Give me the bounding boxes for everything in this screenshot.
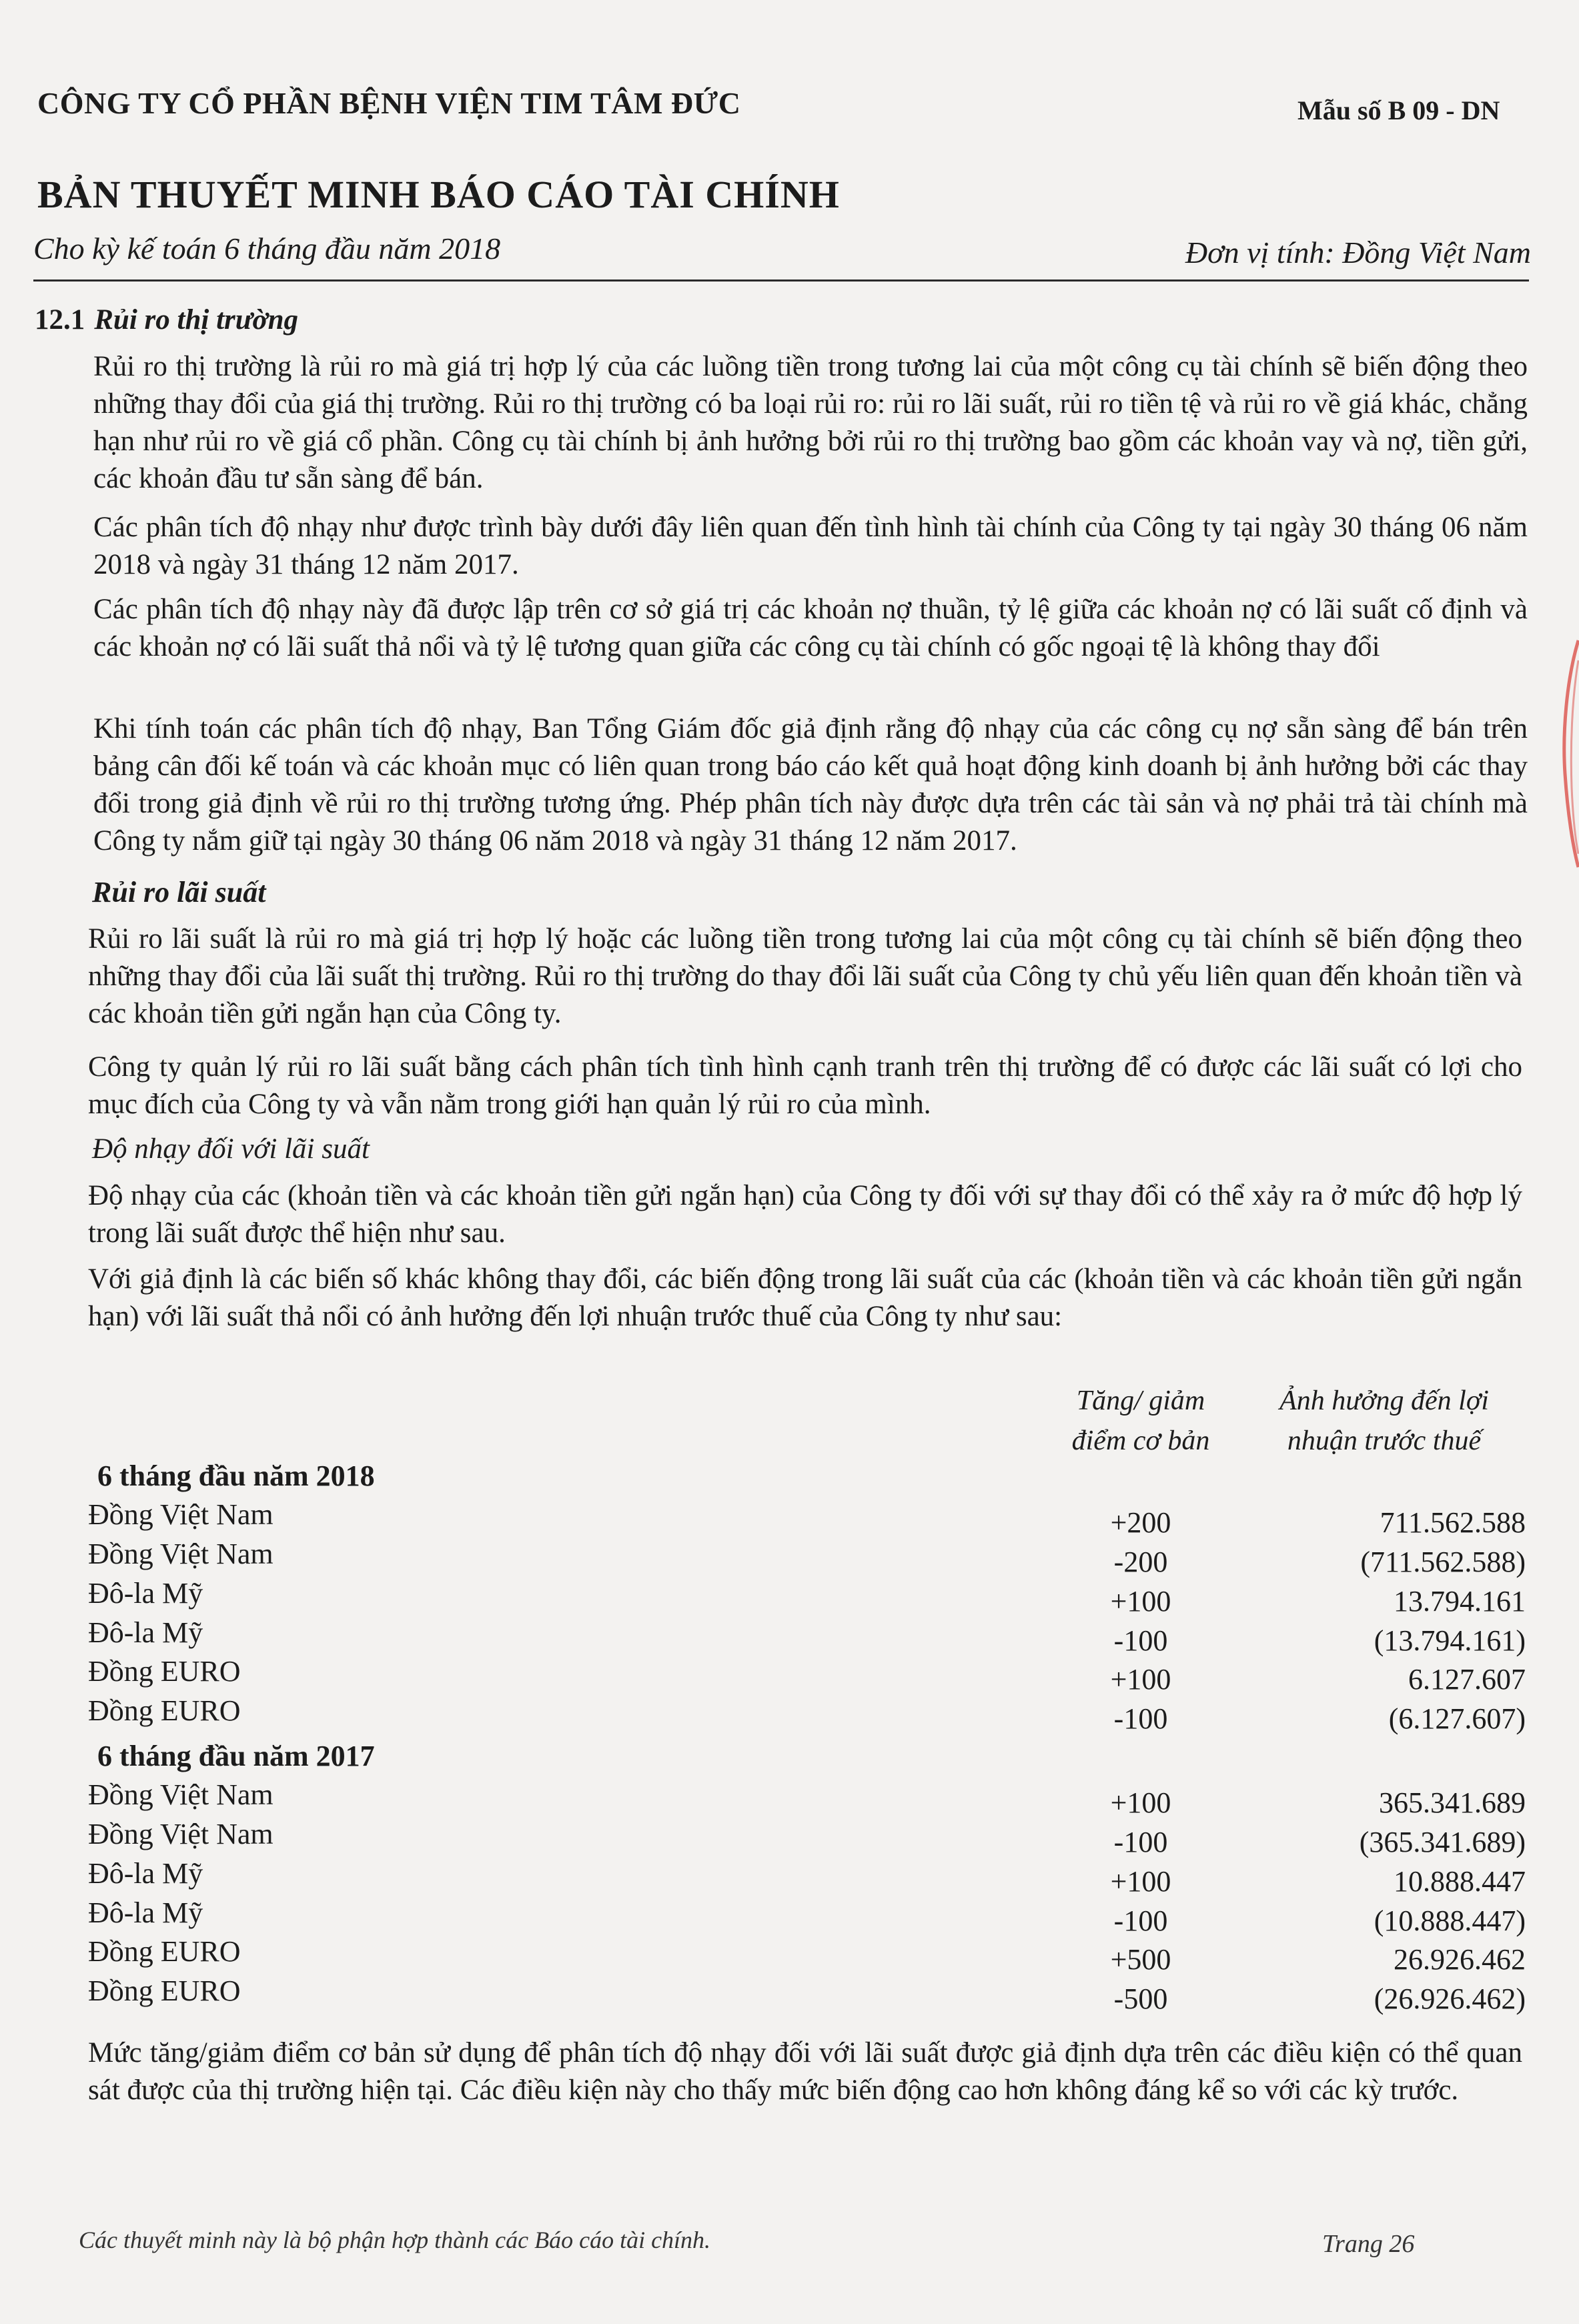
table-row — [0, 1616, 1579, 1657]
row-effect: (10.888.447) — [1374, 1904, 1526, 1937]
form-number: Mẫu số B 09 - DN — [1297, 95, 1500, 125]
sensitivity-paragraph-2: Với giả định là các biến số khác không thay đổi, các biến động trong lãi suất của các (khoản tiền và các khoản tiền gửi ngắn hạn) với lãi suất thả nổi có ảnh hưởng đến lợi nhuận trước thuế của Công ty như sau: — [88, 1263, 1522, 1332]
column-header-effect-line-2: nhuận trước thuế — [1287, 1425, 1482, 1456]
row-currency: Đồng Việt Nam — [88, 1818, 274, 1850]
column-header-change-line-2: điểm cơ bản — [1071, 1425, 1210, 1456]
interest-risk-paragraph-2: Công ty quản lý rủi ro lãi suất bằng cách phân tích tình hình cạnh tranh trên thị trường để có được các lãi suất có lợi cho mục đích của Công ty và vẫn nằm trong giới hạn quản lý rủi ro của mình. — [88, 1051, 1522, 1120]
row-effect: 365.341.689 — [1379, 1786, 1526, 1819]
row-change: +100 — [1110, 1585, 1171, 1618]
market-risk-paragraph-2: Các phân tích độ nhạy như được trình bày dưới đây liên quan đến tình hình tài chính của Công ty tại ngày 30 tháng 06 năm 2018 và ngày 31 tháng 12 năm 2017. — [93, 512, 1528, 580]
footer-note: Các thuyết minh này là bộ phận hợp thành các Báo cáo tài chính. — [79, 2227, 711, 2253]
market-risk-paragraph-3: Các phân tích độ nhạy này đã được lập trên cơ sở giá trị các khoản nợ thuần, tỷ lệ giữa các khoản nợ có lãi suất cố định và các khoản nợ có lãi suất thả nổi và tỷ lệ tương quan giữa các công cụ tài chính có gốc ngoại tệ là không thay đổi — [93, 594, 1528, 662]
group-title-2018: 6 tháng đầu năm 2018 — [97, 1460, 375, 1492]
row-currency: Đồng EURO — [88, 1694, 241, 1727]
table-row — [0, 1896, 1579, 1937]
reporting-period: Cho kỳ kế toán 6 tháng đầu năm 2018 — [33, 231, 501, 265]
table-row — [0, 1576, 1579, 1618]
row-effect: (13.794.161) — [1374, 1624, 1526, 1657]
column-header-effect — [1257, 1381, 1511, 1461]
row-effect: 26.926.462 — [1394, 1943, 1526, 1976]
table-row — [0, 1694, 1579, 1735]
table-row — [0, 1778, 1579, 1819]
row-currency: Đô-la Mỹ — [88, 1616, 203, 1649]
column-header-effect-line-1: Ảnh hưởng đến lợi — [1279, 1385, 1489, 1416]
row-change: -100 — [1113, 1826, 1168, 1858]
page-number: Trang 26 — [1322, 2230, 1415, 2258]
row-currency: Đồng Việt Nam — [88, 1778, 274, 1811]
row-change: -100 — [1113, 1624, 1168, 1657]
row-change: -100 — [1113, 1702, 1168, 1735]
row-currency: Đồng EURO — [88, 1655, 241, 1688]
row-currency: Đô-la Mỹ — [88, 1857, 203, 1890]
closing-paragraph: Mức tăng/giảm điểm cơ bản sử dụng để phân tích độ nhạy đối với lãi suất được giả định dựa trên các điều kiện có thể quan sát được của thị trường hiện tại. Các điều kiện này cho thấy mức biến động cao hơn không đáng kể so với các kỳ trước. — [88, 2037, 1522, 2106]
row-change: +200 — [1110, 1506, 1171, 1539]
table-row — [0, 1974, 1579, 2015]
row-effect: 10.888.447 — [1394, 1865, 1526, 1898]
section-number: 12.1 — [35, 304, 85, 336]
row-change: -100 — [1113, 1904, 1168, 1937]
row-effect: (26.926.462) — [1374, 1982, 1526, 2015]
sensitivity-paragraph-1: Độ nhạy của các (khoản tiền và các khoản tiền gửi ngắn hạn) của Công ty đối với sự thay đổi có thể xảy ra ở mức độ hợp lý trong lãi suất được thể hiện như sau. — [88, 1180, 1522, 1249]
currency-unit: Đơn vị tính: Đồng Việt Nam — [1185, 235, 1531, 269]
interest-risk-heading: Rủi ro lãi suất — [92, 876, 266, 909]
document-title: BẢN THUYẾT MINH BÁO CÁO TÀI CHÍNH — [37, 173, 840, 216]
sensitivity-heading: Độ nhạy đối với lãi suất — [92, 1133, 370, 1165]
row-currency: Đồng EURO — [88, 1935, 241, 1968]
row-change: -200 — [1113, 1546, 1168, 1578]
row-effect: 6.127.607 — [1408, 1663, 1526, 1696]
column-header-change — [1041, 1381, 1241, 1461]
row-effect: (365.341.689) — [1359, 1826, 1526, 1858]
red-stamp-edge — [1554, 634, 1579, 874]
row-change: +100 — [1110, 1865, 1171, 1898]
row-effect: (6.127.607) — [1388, 1702, 1526, 1735]
market-risk-paragraph-1: Rủi ro thị trường là rủi ro mà giá trị hợp lý của các luồng tiền trong tương lai của một công cụ tài chính sẽ biến động theo những thay đổi của giá thị trường. Rủi ro thị trường có ba loại rủi ro: rủi ro lãi suất, rủi ro tiền tệ và rủi ro về giá khác, chẳng hạn như rủi ro về giá cổ phần. Công cụ tài chính bị ảnh hưởng bởi rủi ro thị trường bao gồm các khoản vay và nợ, tiền gửi, các khoản đầu tư sẵn sàng để bán. — [93, 351, 1528, 494]
company-name: CÔNG TY CỔ PHẦN BỆNH VIỆN TIM TÂM ĐỨC — [37, 86, 741, 120]
row-change: -500 — [1113, 1982, 1168, 2015]
table-row — [0, 1537, 1579, 1576]
market-risk-paragraph-4: Khi tính toán các phân tích độ nhạy, Ban Tổng Giám đốc giả định rằng độ nhạy của các công cụ nợ sẵn sàng để bán trên bảng cân đối kế toán và các khoản mục có liên quan trong báo cáo kết quả hoạt động kinh doanh bị ảnh hưởng bởi các thay đổi trong giả định về rủi ro thị trường tương ứng. Phép phân tích này được dựa trên các tài sản và nợ phải trả tài chính mà Công ty nắm giữ tại ngày 30 tháng 06 năm 2018 và ngày 31 tháng 12 năm 2017. — [93, 713, 1528, 856]
row-change: +500 — [1110, 1943, 1171, 1976]
table-row — [0, 1856, 1579, 1898]
row-effect: 711.562.588 — [1380, 1506, 1526, 1539]
section-heading — [35, 304, 298, 336]
row-currency: Đồng EURO — [88, 1974, 241, 2007]
row-currency: Đồng Việt Nam — [88, 1498, 274, 1531]
row-currency: Đô-la Mỹ — [88, 1577, 203, 1610]
header-divider — [33, 279, 1529, 281]
row-change: +100 — [1110, 1663, 1171, 1696]
row-effect: 13.794.161 — [1394, 1585, 1526, 1618]
group-title-2017: 6 tháng đầu năm 2017 — [97, 1740, 375, 1772]
table-row — [0, 1934, 1579, 1976]
row-change: +100 — [1110, 1786, 1171, 1819]
column-header-change-line-1: Tăng/ giảm — [1076, 1385, 1205, 1416]
row-currency: Đô-la Mỹ — [88, 1896, 203, 1929]
table-row — [0, 1817, 1579, 1856]
interest-risk-paragraph-1: Rủi ro lãi suất là rủi ro mà giá trị hợp lý hoặc các luồng tiền trong tương lai của một công cụ tài chính sẽ biến động theo những thay đổi của lãi suất thị trường. Rủi ro thị trường do thay đổi lãi suất của Công ty chủ yếu liên quan đến khoản tiền và các khoản tiền gửi ngắn hạn của Công ty. — [88, 923, 1522, 1029]
row-currency: Đồng Việt Nam — [88, 1538, 274, 1570]
row-effect: (711.562.588) — [1360, 1546, 1526, 1578]
section-title: Rủi ro thị trường — [94, 304, 299, 336]
table-row — [0, 1654, 1579, 1696]
table-row — [0, 1498, 1579, 1539]
